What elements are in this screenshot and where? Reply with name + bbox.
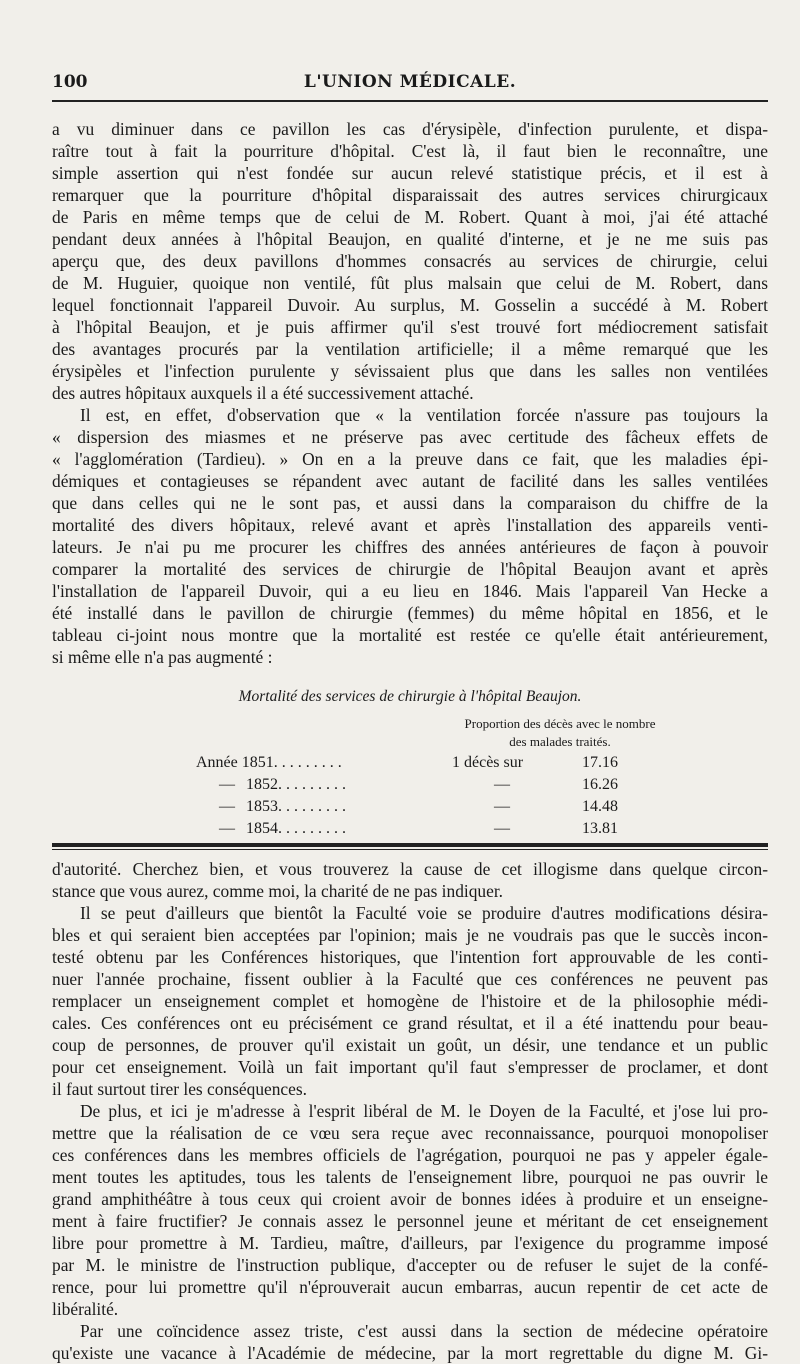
row-dash: — [219, 798, 235, 815]
section-divider-thick [52, 843, 768, 847]
text-line: par M. le ministre de l'instruction publique, d'accepter ou de refuser le sujet de la confé- [52, 1255, 768, 1275]
text-line: libéralité. [52, 1299, 119, 1319]
row-ratio: 1 décès sur [452, 754, 524, 771]
text-line: simple assertion qui n'est fondée sur aucun relevé statistique précis, et il est à [52, 163, 768, 183]
text-line: l'installation de l'appareil Duvoir, qui a eu lieu en 1846. Mais l'appareil Van Hecke a [52, 581, 768, 601]
text-line: que dans celles qui ne le sont pas, et aussi dans la comparaison du chiffre de la [52, 493, 768, 513]
text-line: mortalité des divers hôpitaux, relevé avant et après l'installation des appareils venti- [52, 515, 768, 535]
upper-text-block [52, 118, 768, 668]
text-line: lateurs. Je n'ai pu me procurer les chiffres des années antérieures de façon à pouvoir [52, 537, 768, 557]
row-dash: — [219, 820, 235, 837]
text-line: si même elle n'a pas augmenté : [52, 647, 273, 667]
text-line: remplacer un enseignement complet et homogène de l'histoire et de la philosophie médi- [52, 991, 768, 1011]
text-line: « l'agglomération (Tardieu). » On en a la preuve dans ce fait, que les maladies épi- [52, 449, 768, 469]
text-line: libre pour promettre à M. Tardieu, maître, d'ailleurs, par l'exigence du programme imposé [52, 1233, 768, 1253]
text-line: aperçu que, des deux pavillons d'hommes consacrés au services de chirurgie, celui [52, 251, 768, 271]
text-line: ment toutes les aptitudes, tous les talents de l'enseignement libre, pourquoi ne pas ouvrir le [52, 1167, 768, 1187]
text-line: tableau ci-joint nous montre que la mortalité est restée ce qu'elle était antérieurement, [52, 625, 768, 645]
text-line: rence, pour lui promettre qu'il n'éprouverait aucun embarras, aucun repentir de cet acte de [52, 1277, 768, 1297]
table-header-line: des malades traités. [509, 734, 611, 749]
text-line: stance que vous aurez, comme moi, la charité de ne pas indiquer. [52, 881, 504, 901]
section-divider-thin [52, 849, 768, 850]
text-line: à l'hôpital Beaujon, et je puis affirmer qu'il s'est trouvé fort médiocrement satisfait [52, 317, 768, 337]
row-value: 14.48 [582, 798, 618, 815]
text-line: comparer la mortalité des services de chirurgie de l'hôpital Beaujon avant et après [52, 559, 768, 579]
text-line: été installé dans le pavillon de chirurgie (femmes) du même hôpital en 1856, et le [52, 603, 768, 623]
table-row [52, 752, 768, 774]
text-line: testé obtenu par les Conférences historiques, que l'intention fort approuvable de les conti- [52, 947, 768, 967]
text-line: a vu diminuer dans ce pavillon les cas d'érysipèle, d'infection purulente, et dispa- [52, 119, 768, 139]
text-line: Par une coïncidence assez triste, c'est aussi dans la section de médecine opératoire [80, 1321, 768, 1341]
text-line: érysipèles et l'infection purulente y sévissaient plus que dans les salles non ventilées [52, 361, 768, 381]
text-line: grand amphithéâtre à tous ceux qui croient avoir de bonnes idées à produire et un enseigne- [52, 1189, 768, 1209]
row-year: 1854. . . . . . . . . [246, 820, 346, 837]
table-row [52, 774, 768, 796]
text-line: « dispersion des miasmes et ne préserve pas avec certitude des fâcheux effets de [52, 427, 768, 447]
row-year: 1852. . . . . . . . . [246, 776, 346, 793]
table-title: Mortalité des services de chirurgie à l'hôpital Beaujon. [238, 688, 582, 705]
text-line: Il est, en effet, d'observation que « la ventilation forcée n'assure pas toujours la [80, 405, 768, 425]
text-line: lequel fonctionnait l'appareil Duvoir. Au surplus, M. Gosselin a succédé à M. Robert [52, 295, 768, 315]
text-line: pour cet enseignement. Voilà un fait important qu'il faut s'empresser de proclamer, et dont [52, 1057, 768, 1077]
table-row [52, 818, 768, 840]
text-line: pendant deux années à l'hôpital Beaujon, en qualité d'interne, et je ne me suis pas [52, 229, 768, 249]
text-line: de M. Huguier, quoique non ventilé, fût plus malsain que celui de M. Robert, dans [52, 273, 768, 293]
row-ratio: — [494, 776, 510, 793]
row-year: 1853. . . . . . . . . [246, 798, 346, 815]
text-line: des avantages procurés par la ventilation artificielle; il a même remarqué que les [52, 339, 768, 359]
page-number: 100 [52, 72, 88, 92]
text-line: ment à faire fructifier? Je connais assez le personnel jeune et méritant de cet enseignement [52, 1211, 768, 1231]
table-column-header [400, 715, 720, 751]
text-line: De plus, et ici je m'adresse à l'esprit libéral de M. le Doyen de la Faculté, et j'ose lui pro- [80, 1101, 768, 1121]
row-label: Année 1851. . . . . . . . . [196, 754, 342, 771]
text-line: raître tout à fait la pourriture d'hôpital. C'est là, il faut bien le reconnaître, une [52, 141, 768, 161]
text-line: qu'existe une vacance à l'Académie de médecine, par la mort regrettable du digne M. Gi- [52, 1343, 768, 1363]
text-line: remarquer que la pourriture d'hôpital disparaissait des autres services chirurgicaux [52, 185, 768, 205]
row-value: 16.26 [582, 776, 618, 793]
text-line: Il se peut d'ailleurs que bientôt la Faculté voie se produire d'autres modifications désira- [80, 903, 768, 923]
text-line: de Paris en même temps que de celui de M. Robert. Quant à moi, j'ai été attaché [52, 207, 768, 227]
journal-title: L'UNION MÉDICALE. [303, 72, 517, 92]
text-line: cales. Ces conférences ont eu précisément ce grand résultat, et il a été inattendu pour beau- [52, 1013, 768, 1033]
lower-text-block [52, 858, 768, 1364]
header-rule [52, 100, 768, 102]
row-ratio: — [494, 820, 510, 837]
row-value: 13.81 [582, 820, 618, 837]
table-header-line: Proportion des décès avec le nombre [464, 716, 656, 731]
text-line: mettre que la réalisation de ce vœu sera reçue avec reconnaissance, pourquoi monopoliser [52, 1123, 768, 1143]
text-line: il faut surtout tirer les conséquences. [52, 1079, 307, 1099]
table-row [52, 796, 768, 818]
text-line: démiques et contagieuses se répandent avec autant de facilité dans les salles ventilées [52, 471, 768, 491]
text-line: coup de personnes, de prouver qu'il existait un goût, un désir, une tendance et un public [52, 1035, 768, 1055]
page-header [52, 72, 768, 96]
text-line: d'autorité. Cherchez bien, et vous trouverez la cause de cet illogisme dans quelque circon- [52, 859, 768, 879]
text-line: ces conférences dans les membres officiels de l'agrégation, pourquoi ne pas y appeler égale- [52, 1145, 768, 1165]
row-value: 17.16 [582, 754, 618, 771]
text-line: bles et qui seraient bien acceptées par l'opinion; mais je ne voudrais pas que le succès incon- [52, 925, 768, 945]
text-line: des autres hôpitaux auxquels il a été successivement attaché. [52, 383, 474, 403]
row-ratio: — [494, 798, 510, 815]
row-dash: — [219, 776, 235, 793]
text-line: nuer l'année prochaine, fissent oublier à la Faculté que ces conférences ne peuvent pas [52, 969, 768, 989]
